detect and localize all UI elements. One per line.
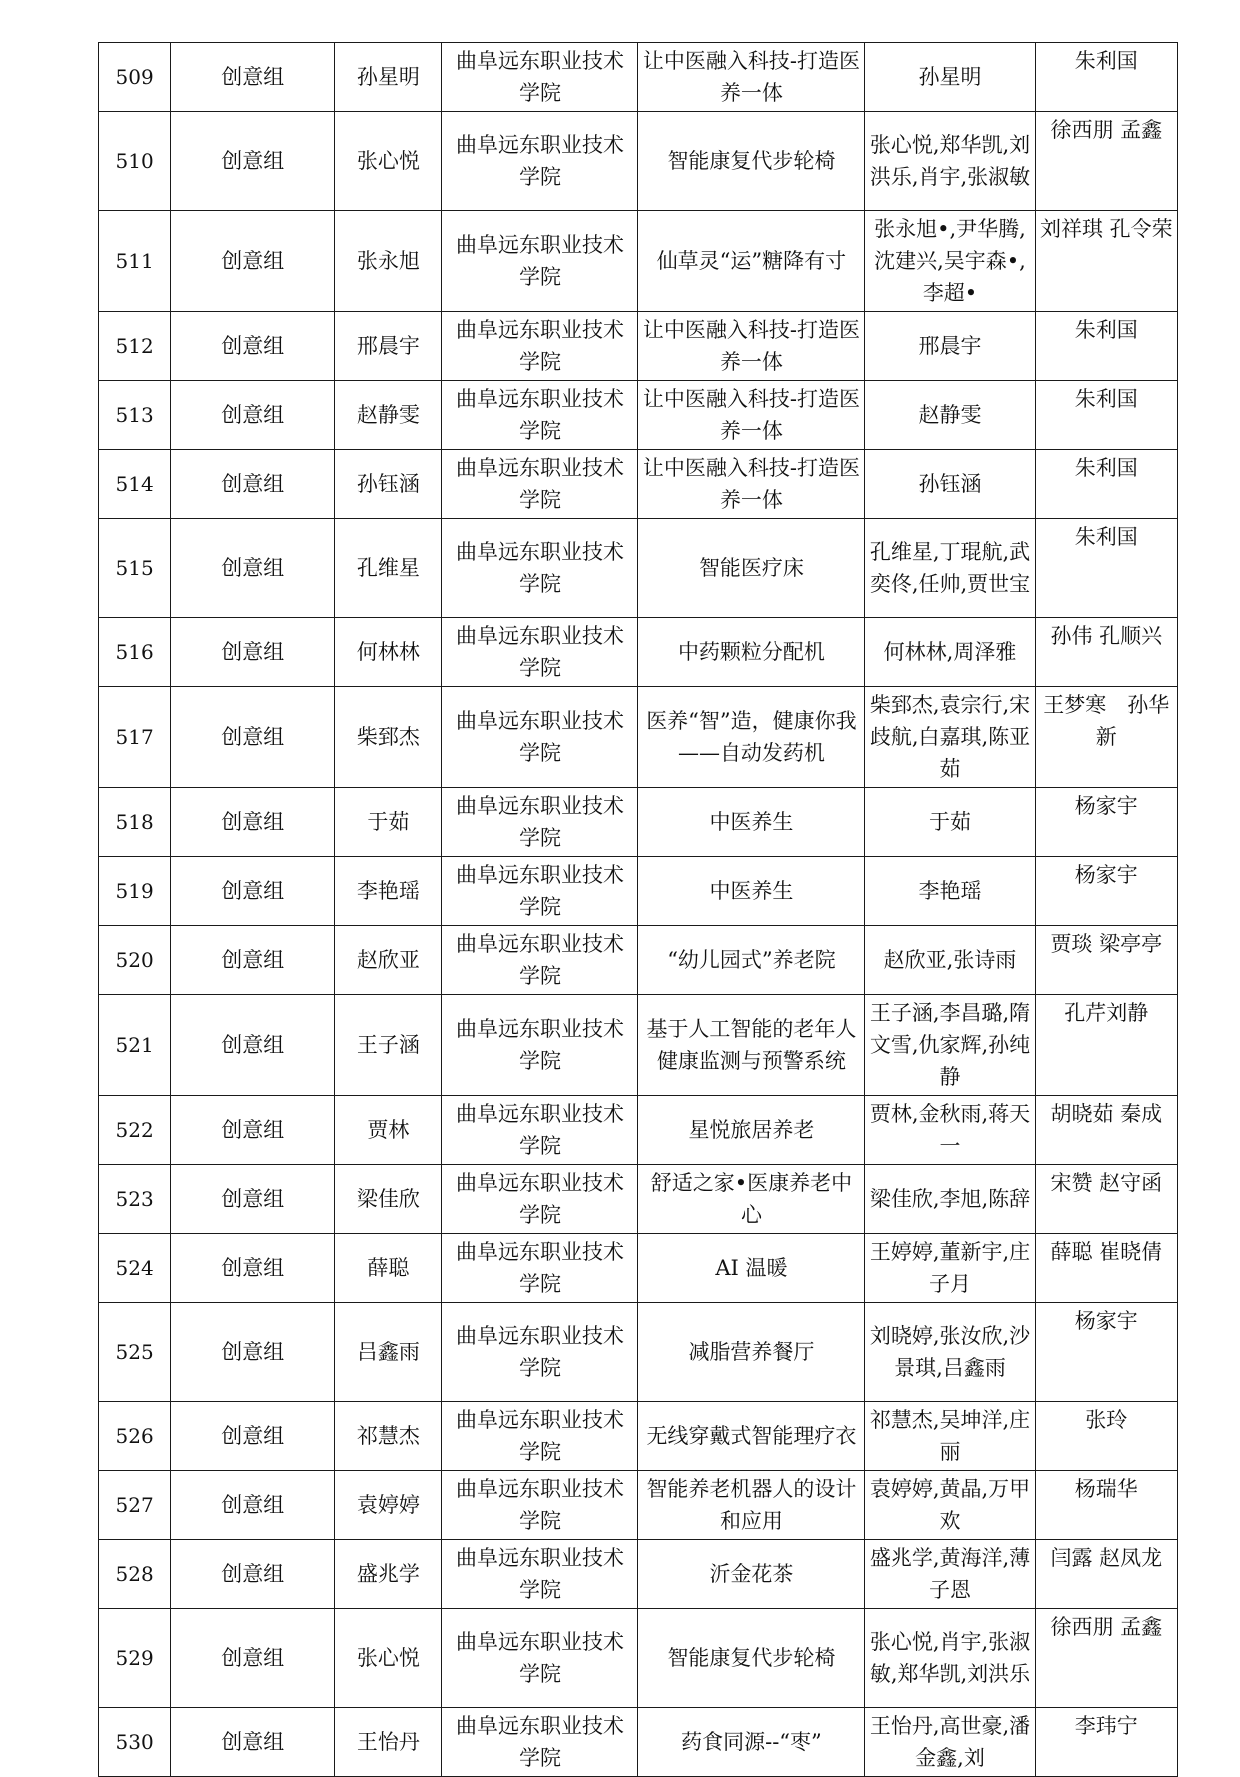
leader-cell: 吕鑫雨 — [335, 1303, 442, 1402]
members-cell: 刘晓婷,张汝欣,沙景琪,吕鑫雨 — [865, 1303, 1035, 1402]
table-row — [99, 1303, 1178, 1402]
teacher-cell: 胡晓茹 秦成 — [1035, 1096, 1177, 1165]
leader-cell: 何林林 — [335, 618, 442, 687]
school-cell: 曲阜远东职业技术学院 — [442, 112, 638, 211]
leader-cell: 赵静雯 — [335, 381, 442, 450]
project-cell: 减脂营养餐厅 — [638, 1303, 865, 1402]
school-cell: 曲阜远东职业技术学院 — [442, 381, 638, 450]
table-row — [99, 1165, 1178, 1234]
group-cell: 创意组 — [171, 788, 335, 857]
row-number: 511 — [99, 211, 171, 312]
leader-cell: 孙钰涵 — [335, 450, 442, 519]
members-cell: 盛兆学,黄海洋,薄子恩 — [865, 1540, 1035, 1609]
table-row — [99, 211, 1178, 312]
members-cell: 祁慧杰,吴坤洋,庄丽 — [865, 1402, 1035, 1471]
project-cell: 让中医融入科技-打造医养一体 — [638, 312, 865, 381]
row-number: 526 — [99, 1402, 171, 1471]
members-cell: 柴郅杰,袁宗行,宋歧航,白嘉琪,陈亚茹 — [865, 687, 1035, 788]
school-cell: 曲阜远东职业技术学院 — [442, 687, 638, 788]
table-row — [99, 995, 1178, 1096]
table-row — [99, 1540, 1178, 1609]
teacher-cell: 李玮宁 — [1035, 1708, 1177, 1777]
school-cell: 曲阜远东职业技术学院 — [442, 857, 638, 926]
row-number: 519 — [99, 857, 171, 926]
leader-cell: 李艳瑶 — [335, 857, 442, 926]
group-cell: 创意组 — [171, 1303, 335, 1402]
row-number: 513 — [99, 381, 171, 450]
table-row — [99, 926, 1178, 995]
members-cell: 邢晨宇 — [865, 312, 1035, 381]
members-cell: 赵欣亚,张诗雨 — [865, 926, 1035, 995]
row-number: 517 — [99, 687, 171, 788]
school-cell: 曲阜远东职业技术学院 — [442, 1402, 638, 1471]
teacher-cell: 朱利国 — [1035, 519, 1177, 618]
row-number: 528 — [99, 1540, 171, 1609]
table-row — [99, 381, 1178, 450]
group-cell: 创意组 — [171, 1234, 335, 1303]
members-cell: 何林林,周泽雅 — [865, 618, 1035, 687]
row-number: 515 — [99, 519, 171, 618]
members-cell: 王怡丹,高世豪,潘金鑫,刘 — [865, 1708, 1035, 1777]
project-cell: 智能医疗床 — [638, 519, 865, 618]
members-cell: 张心悦,肖宇,张淑敏,郑华凯,刘洪乐 — [865, 1609, 1035, 1708]
project-cell: 智能养老机器人的设计和应用 — [638, 1471, 865, 1540]
leader-cell: 祁慧杰 — [335, 1402, 442, 1471]
group-cell: 创意组 — [171, 1402, 335, 1471]
row-number: 520 — [99, 926, 171, 995]
table-row — [99, 1471, 1178, 1540]
row-number: 524 — [99, 1234, 171, 1303]
teacher-cell: 杨家宇 — [1035, 788, 1177, 857]
school-cell: 曲阜远东职业技术学院 — [442, 926, 638, 995]
project-cell: 药食同源--“枣” — [638, 1708, 865, 1777]
school-cell: 曲阜远东职业技术学院 — [442, 618, 638, 687]
school-cell: 曲阜远东职业技术学院 — [442, 1303, 638, 1402]
project-cell: 仙草灵“运”糖降有寸 — [638, 211, 865, 312]
group-cell: 创意组 — [171, 926, 335, 995]
members-cell: 张永旭•,尹华腾,沈建兴,吴宇森•,李超• — [865, 211, 1035, 312]
leader-cell: 王子涵 — [335, 995, 442, 1096]
table-row — [99, 112, 1178, 211]
row-number: 514 — [99, 450, 171, 519]
leader-cell: 袁婷婷 — [335, 1471, 442, 1540]
project-cell: 舒适之家•医康养老中心 — [638, 1165, 865, 1234]
teacher-cell: 朱利国 — [1035, 43, 1177, 112]
group-cell: 创意组 — [171, 857, 335, 926]
leader-cell: 贾林 — [335, 1096, 442, 1165]
row-number: 518 — [99, 788, 171, 857]
leader-cell: 于茹 — [335, 788, 442, 857]
row-number: 516 — [99, 618, 171, 687]
leader-cell: 薛聪 — [335, 1234, 442, 1303]
project-cell: 医养“智”造，健康你我——自动发药机 — [638, 687, 865, 788]
project-cell: 让中医融入科技-打造医养一体 — [638, 43, 865, 112]
members-cell: 王子涵,李昌璐,隋文雪,仇家辉,孙纯静 — [865, 995, 1035, 1096]
school-cell: 曲阜远东职业技术学院 — [442, 788, 638, 857]
teacher-cell: 朱利国 — [1035, 312, 1177, 381]
school-cell: 曲阜远东职业技术学院 — [442, 1609, 638, 1708]
members-cell: 袁婷婷,黄晶,万甲欢 — [865, 1471, 1035, 1540]
row-number: 512 — [99, 312, 171, 381]
row-number: 510 — [99, 112, 171, 211]
teacher-cell: 王梦寒 孙华新 — [1035, 687, 1177, 788]
members-cell: 贾林,金秋雨,蒋天一 — [865, 1096, 1035, 1165]
group-cell: 创意组 — [171, 450, 335, 519]
teacher-cell: 宋赞 赵守函 — [1035, 1165, 1177, 1234]
school-cell: 曲阜远东职业技术学院 — [442, 1234, 638, 1303]
table-row — [99, 1402, 1178, 1471]
school-cell: 曲阜远东职业技术学院 — [442, 211, 638, 312]
row-number: 509 — [99, 43, 171, 112]
group-cell: 创意组 — [171, 1540, 335, 1609]
teacher-cell: 孙伟 孔顺兴 — [1035, 618, 1177, 687]
project-cell: “幼儿园式”养老院 — [638, 926, 865, 995]
school-cell: 曲阜远东职业技术学院 — [442, 1096, 638, 1165]
table-row — [99, 312, 1178, 381]
leader-cell: 梁佳欣 — [335, 1165, 442, 1234]
leader-cell: 张心悦 — [335, 112, 442, 211]
school-cell: 曲阜远东职业技术学院 — [442, 519, 638, 618]
project-cell: 中药颗粒分配机 — [638, 618, 865, 687]
project-cell: 中医养生 — [638, 857, 865, 926]
row-number: 523 — [99, 1165, 171, 1234]
members-cell: 于茹 — [865, 788, 1035, 857]
project-cell: 让中医融入科技-打造医养一体 — [638, 381, 865, 450]
group-cell: 创意组 — [171, 1096, 335, 1165]
group-cell: 创意组 — [171, 618, 335, 687]
teacher-cell: 杨家宇 — [1035, 1303, 1177, 1402]
teacher-cell: 张玲 — [1035, 1402, 1177, 1471]
project-cell: 基于人工智能的老年人健康监测与预警系统 — [638, 995, 865, 1096]
members-cell: 李艳瑶 — [865, 857, 1035, 926]
project-cell: 让中医融入科技-打造医养一体 — [638, 450, 865, 519]
teacher-cell: 徐西朋 孟鑫 — [1035, 112, 1177, 211]
leader-cell: 赵欣亚 — [335, 926, 442, 995]
leader-cell: 孙星明 — [335, 43, 442, 112]
teacher-cell: 杨家宇 — [1035, 857, 1177, 926]
leader-cell: 柴郅杰 — [335, 687, 442, 788]
row-number: 530 — [99, 1708, 171, 1777]
project-cell: 智能康复代步轮椅 — [638, 112, 865, 211]
group-cell: 创意组 — [171, 519, 335, 618]
project-cell: 中医养生 — [638, 788, 865, 857]
teacher-cell: 薛聪 崔晓倩 — [1035, 1234, 1177, 1303]
row-number: 525 — [99, 1303, 171, 1402]
leader-cell: 张心悦 — [335, 1609, 442, 1708]
school-cell: 曲阜远东职业技术学院 — [442, 1165, 638, 1234]
row-number: 529 — [99, 1609, 171, 1708]
row-number: 522 — [99, 1096, 171, 1165]
group-cell: 创意组 — [171, 43, 335, 112]
group-cell: 创意组 — [171, 995, 335, 1096]
members-cell: 孔维星,丁琨航,武奕佟,任帅,贾世宝 — [865, 519, 1035, 618]
table-row — [99, 857, 1178, 926]
group-cell: 创意组 — [171, 381, 335, 450]
row-number: 521 — [99, 995, 171, 1096]
school-cell: 曲阜远东职业技术学院 — [442, 450, 638, 519]
table-row — [99, 450, 1178, 519]
table-row — [99, 687, 1178, 788]
leader-cell: 王怡丹 — [335, 1708, 442, 1777]
award-list-table — [98, 42, 1178, 1777]
group-cell: 创意组 — [171, 312, 335, 381]
leader-cell: 邢晨宇 — [335, 312, 442, 381]
project-cell: 星悦旅居养老 — [638, 1096, 865, 1165]
teacher-cell: 杨瑞华 — [1035, 1471, 1177, 1540]
group-cell: 创意组 — [171, 112, 335, 211]
school-cell: 曲阜远东职业技术学院 — [442, 1471, 638, 1540]
school-cell: 曲阜远东职业技术学院 — [442, 995, 638, 1096]
group-cell: 创意组 — [171, 687, 335, 788]
table-row — [99, 43, 1178, 112]
project-cell: 沂金花茶 — [638, 1540, 865, 1609]
leader-cell: 张永旭 — [335, 211, 442, 312]
table-row — [99, 618, 1178, 687]
leader-cell: 盛兆学 — [335, 1540, 442, 1609]
group-cell: 创意组 — [171, 211, 335, 312]
group-cell: 创意组 — [171, 1471, 335, 1540]
school-cell: 曲阜远东职业技术学院 — [442, 1708, 638, 1777]
teacher-cell: 刘祥琪 孔令荣 — [1035, 211, 1177, 312]
members-cell: 王婷婷,董新宇,庄子月 — [865, 1234, 1035, 1303]
teacher-cell: 朱利国 — [1035, 381, 1177, 450]
teacher-cell: 徐西朋 孟鑫 — [1035, 1609, 1177, 1708]
table-row — [99, 788, 1178, 857]
leader-cell: 孔维星 — [335, 519, 442, 618]
project-cell: 智能康复代步轮椅 — [638, 1609, 865, 1708]
members-cell: 梁佳欣,李旭,陈辞 — [865, 1165, 1035, 1234]
members-cell: 孙星明 — [865, 43, 1035, 112]
table-row — [99, 1609, 1178, 1708]
table-row — [99, 1234, 1178, 1303]
members-cell: 赵静雯 — [865, 381, 1035, 450]
table-row — [99, 1708, 1178, 1777]
project-cell: AI 温暖 — [638, 1234, 865, 1303]
table-row — [99, 1096, 1178, 1165]
school-cell: 曲阜远东职业技术学院 — [442, 1540, 638, 1609]
group-cell: 创意组 — [171, 1708, 335, 1777]
members-cell: 孙钰涵 — [865, 450, 1035, 519]
table-row — [99, 519, 1178, 618]
members-cell: 张心悦,郑华凯,刘洪乐,肖宇,张淑敏 — [865, 112, 1035, 211]
school-cell: 曲阜远东职业技术学院 — [442, 312, 638, 381]
row-number: 527 — [99, 1471, 171, 1540]
project-cell: 无线穿戴式智能理疗衣 — [638, 1402, 865, 1471]
teacher-cell: 贾琰 梁亭亭 — [1035, 926, 1177, 995]
teacher-cell: 闫露 赵凤龙 — [1035, 1540, 1177, 1609]
school-cell: 曲阜远东职业技术学院 — [442, 43, 638, 112]
teacher-cell: 朱利国 — [1035, 450, 1177, 519]
group-cell: 创意组 — [171, 1165, 335, 1234]
group-cell: 创意组 — [171, 1609, 335, 1708]
teacher-cell: 孔芹刘静 — [1035, 995, 1177, 1096]
